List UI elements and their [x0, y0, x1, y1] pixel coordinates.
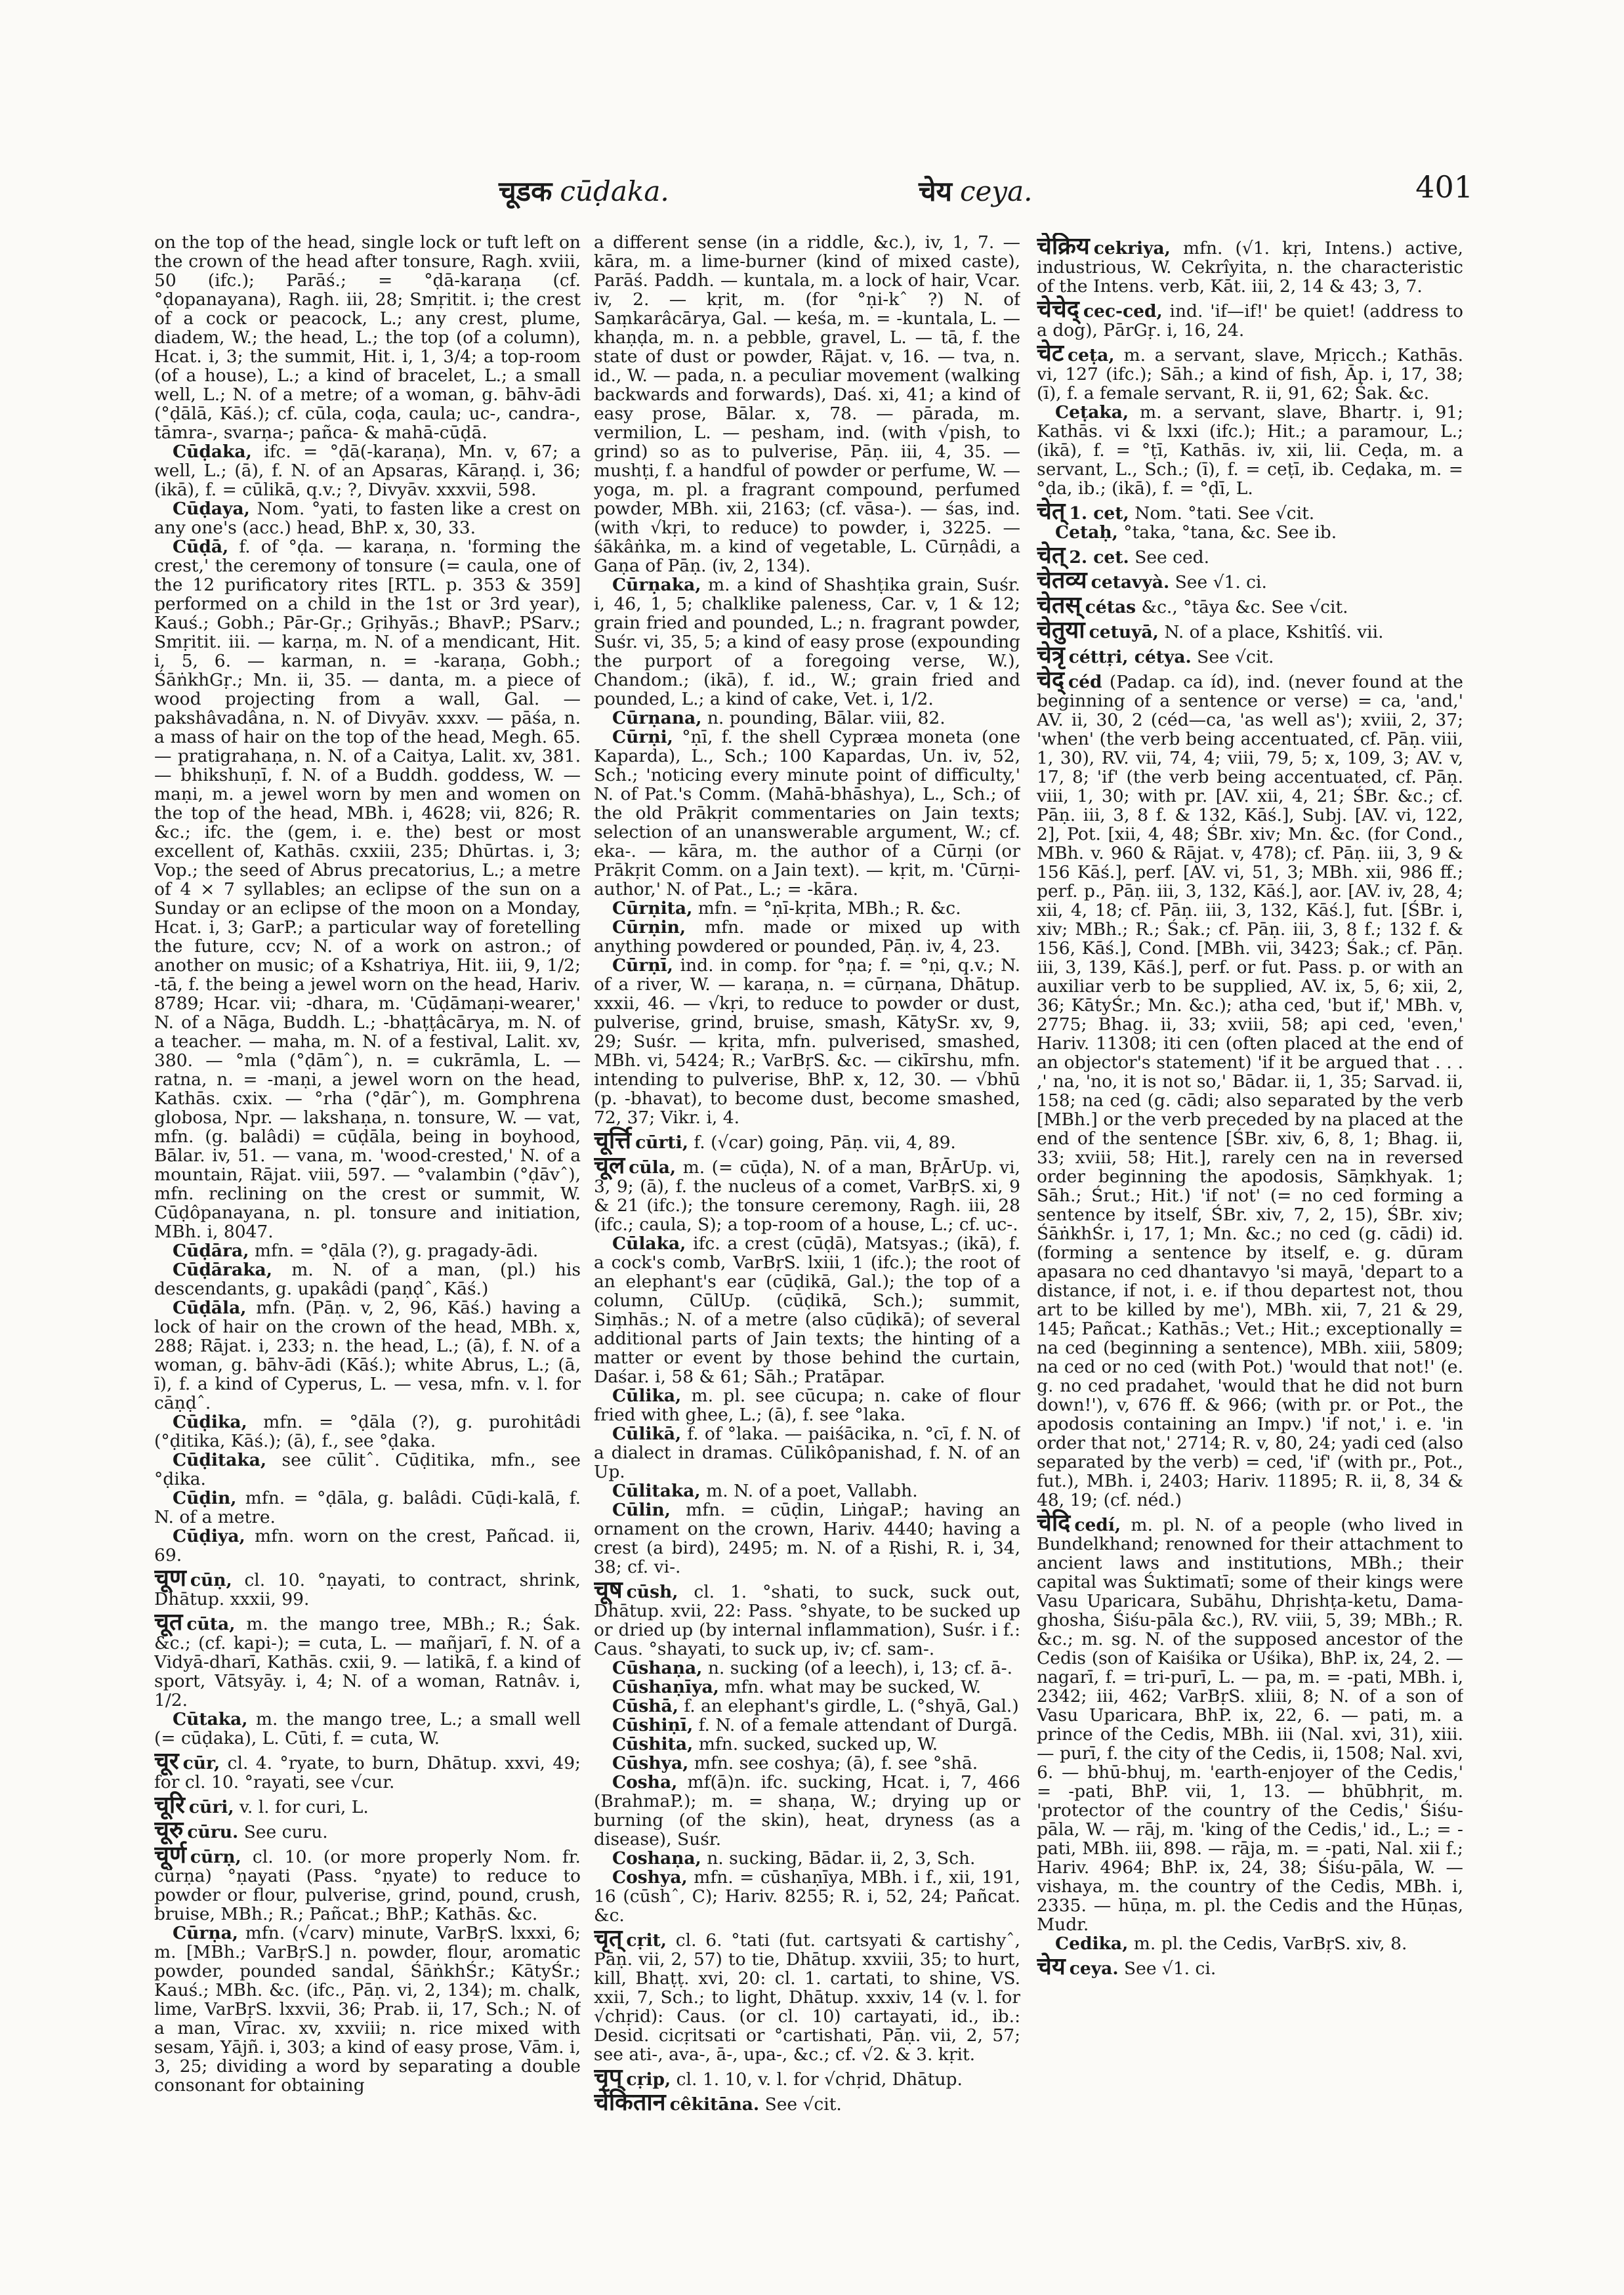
dictionary-subentry — [154, 442, 581, 499]
definition-text: m. (= cūḍa), N. of a man, BṛĀrUp. vi, 3, 9; (ā), f. the nucleus of a comet, VarBṛS. xi, 9 & 21 (ifc.); the tonsure ceremony, Ragh. iii, 28 (ifc.; caula, S); a top-room of a house, L.; cf. uc-. — [594, 1157, 1020, 1235]
dictionary-entry — [1037, 616, 1463, 644]
headword-devanagari: चूरु — [154, 1816, 184, 1844]
headword-devanagari: चेद् — [1037, 666, 1064, 693]
definition-text: f. of °ḍa. — karaṇa, n. 'forming the crest,' the ceremony of tonsure (= caula, one of the 12 purificatory rites [RTL. p. 353 & 359] performed on a child in the 1st or 3rd year), Kauś.; Gobh.; Pār-Gṛ.; Gṛihyās.; BhavP.; PSarv.; Smṛitit. iii. — karṇa, m. N. of a mendicant, Hit. i, 5, 6. — karman, n. = -karaṇa, Gobh.; ŚāṅkhGṛ.; Mn. ii, 35. — danta, m. a piece of wood projecting from a wall, Gal. — pakshâvadâna, n. N. of Divyāv. xxxv. — pāśa, n. a mass of hair on the top of the head, Megh. 65. — pratigrahaṇa, n. N. of a Caitya, Lalit. xv, 381. — bhikshuṇī, f. N. of a Buddh. goddess, W. — maṇi, m. a jewel worn by men and women on the top of the head, MBh. i, 4628; vii, 826; R. &c.; ifc. the (gem, i. e. the) best or most excellent of, Kathās. cxxiii, 235; Dhūrtas. i, 3; Vop.; the seed of Abrus precatorius, L.; a metre of 4 × 7 syllables; an eclipse of the sun on a Sunday or an eclipse of the moon on a Monday, Hcat. i, 3; GarP.; a particular way of foretelling the future, ccv; N. of a work on astron.; of another on music; of a Kshatriya, Hit. iii, 9, 1/2; -tā, f. the being a jewel worn on the head, Hariv. 8789; Hcar. vii; -dhara, m. 'Cūḍāmaṇi-wearer,' N. of a Nāga, Buddh. L.; -bhaṭṭâcārya, m. N. of a teacher. — maha, m. N. of a festival, Lalit. xv, 380. — °mla (°ḍāmˆ), n. = cukrāmla, L. — ratna, n. = -maṇi, a jewel worn on the head, Kathās. cxix. — °rha (°ḍārˆ), m. Gomphrena globosa, Npr. — lakshaṇa, n. tonsure, W. — vat, mfn. (g. balâdi) = cūḍāla, being in boyhood, Bālar. iv, 51. — vana, m. 'wood-crested,' N. of a mountain, Rājat. viii, 597. — °valambin (°ḍāvˆ), mfn. reclining on the crest or summit, W. Cūḍôpanayana, n. pl. tonsure and initiation, MBh. i, 8047. — [154, 537, 581, 1242]
dictionary-subentry — [594, 918, 1020, 956]
headword: Cūshita, — [612, 1734, 694, 1754]
dictionary-entry — [594, 1151, 1020, 1235]
definition-text: mfn. see coshya; (ā), f. see °shā. — [694, 1753, 978, 1773]
headword: cétas — [1085, 597, 1136, 617]
dictionary-entry — [154, 1816, 581, 1844]
dictionary-subentry — [154, 1489, 581, 1527]
dictionary-entry — [594, 1127, 1020, 1154]
definition-text: mf(ā)n. ifc. sucking, Hcat. i, 7, 466 (BrahmaP.); m. = shaṇa, W.; drying up or burning (of the skin), heat, dryness (as a disease), Suśr. — [594, 1772, 1020, 1850]
headword-devanagari: चेय — [1037, 1953, 1066, 1980]
headword: Cūḍika, — [173, 1412, 247, 1432]
headword: Cūrṇin, — [612, 917, 686, 938]
column-2 — [594, 233, 1020, 2254]
dictionary-entry — [1037, 295, 1463, 341]
definition-text: cl. 4. °ryate, to burn, Dhātup. xxvi, 49; for cl. 10. °rayati, see √cur. — [154, 1753, 581, 1792]
running-head-left-roman: cūḍaka. — [560, 175, 669, 207]
headword: Cūḍin, — [173, 1488, 237, 1508]
dictionary-entry — [1037, 233, 1463, 297]
definition-text: m. a servant, slave, Bhartṛ. i, 91; Kathās. vi & lxxi (ifc.); Hit.; a paramour, L.; (ikā), f. = °ṭī, Kathās. iv, xii, lii. Ceḍa, m. a servant, L., Sch.; (ī), f. = ceṭī, ib. Ceḍaka, m. = °ḍa, ib.; (ikā), f. = °ḍī, L. — [1037, 402, 1463, 499]
dictionary-subentry — [594, 956, 1020, 1127]
definition-text: ifc. a crest (cūḍā), Matsyas.; (ikā), f. a cock's comb, VarBṛS. lxiii, 1 (ifc.); the root of an elephant's ear (cūḍikā, Gal.); the top of a column, CūlUp. (cūḍikā, Sch.); summit, Siṃhās.; N. of a metre (also cūḍikā); of several additional parts of Jain texts; the hinting of a matter or event by those behind the curtain, Daśar. i, 58 & 61; Sāh.; Pratāpar. — [594, 1233, 1020, 1387]
headword: Coshaṇa, — [612, 1848, 701, 1869]
dictionary-subentry — [594, 728, 1020, 899]
dictionary-entry — [594, 2063, 1020, 2091]
definition-text: See curu. — [243, 1822, 328, 1842]
headword: Cūrṇaka, — [612, 575, 701, 595]
headword: Cosha, — [612, 1772, 678, 1792]
headword: Cūrṇita, — [612, 898, 693, 919]
headword: cūru. — [187, 1822, 239, 1842]
headword: Cūḍāla, — [173, 1298, 247, 1318]
headword-devanagari: चूर्ण — [154, 1841, 186, 1869]
headword: cedí, — [1074, 1515, 1121, 1535]
headword-devanagari: चृप् — [594, 2063, 623, 2091]
dictionary-entry — [1037, 1953, 1463, 1980]
headword: Cūrṇa, — [173, 1923, 238, 1943]
headword-devanagari: चेत् — [1037, 541, 1066, 569]
dictionary-subentry — [154, 1451, 581, 1489]
headword: Cūrṇana, — [612, 708, 702, 728]
dictionary-subentry — [594, 1849, 1020, 1868]
definition-text: n. sucking (of a leech), i, 13; cf. ā-. — [707, 1658, 1013, 1678]
dictionary-subentry — [594, 1678, 1020, 1697]
headword-devanagari: चेतुया — [1037, 616, 1085, 644]
running-head-center — [919, 172, 1033, 218]
headword-devanagari: चेतव्य — [1037, 566, 1087, 594]
definition-text: mfn. made or mixed up with anything powdered or pounded, Pāṇ. iv, 4, 23. — [594, 917, 1020, 957]
headword: Cūḍaka, — [173, 442, 252, 462]
headword: cec-ced, — [1083, 301, 1163, 321]
definition-text: mfn. = °ḍāla (?), g. pragady-ādi. — [254, 1241, 539, 1261]
headword: cetuyā, — [1089, 622, 1159, 642]
definition-text: cl. 10. (or more properly Nom. fr. cūrṇa) °ṇayati (Pass. °ṇyate) to reduce to powder or flour, pulverise, grind, pound, crush, bruise, MBh.; R.; Pañcat.; BhP.; Kathās. &c. — [154, 1847, 581, 1924]
definition-text: cl. 1. 10, v. l. for √chṛid, Dhātup. — [676, 2069, 963, 2090]
headword: cūrṇ, — [190, 1847, 241, 1867]
headword: Cedika, — [1055, 1933, 1129, 1954]
headword: Cūlaka, — [612, 1233, 686, 1254]
dictionary-subentry — [594, 1773, 1020, 1849]
definition-text: m. pl. N. of a people (who lived in Bundelkhand; renowned for their attachment to ancient laws and institutions, MBh.; their capital was Śuktimatī; some of their kings were Vasu Uparicara, Subāhu, Dhṛishṭa-ketu, Dama-ghosha, Śiśu-pāla &c.), RV. viii, 5, 39; MBh.; R. &c.; m. sg. N. of the supposed ancestor of the Cedis (son of Kaiśika or Uśika), BhP. ix, 24, 2. — nagarī, f. = tri-purī, L. — pa, m. = -pati, MBh. i, 2342; iii, 462; VarBṛS. xliii, 8; N. of a son of Vasu Uparicara, BhP. ix, 22, 6. — pati, m. a prince of the Cedis, MBh. iii (Nal. xvi, 31), xiii. — purī, f. the city of the Cedis, ii, 1508; Nal. xvi, 6. — bhū-bhuj, m. 'earth-enjoyer of the Cedis,' = -pati, BhP. vii, 1, 13. — bhūbhṛit, m. 'protector of the country of the Cedis,' Śiśu-pāla, W. — rāj, m. 'king of the Cedis,' id., L.; = -pati, MBh. iii, 898. — rāja, m. = -pati, Nal. xii f.; Hariv. 4964; BhP. ix, 24, 38; Śiśu-pāla, W. — vishaya, m. the country of the Cedis, MBh. i, 2335. — hūṇa, m. pl. the Cedis and the Hūṇas, Mudr. — [1037, 1515, 1463, 1935]
definition-text: mfn. = °ḍāla, g. balâdi. Cūḍi-kalā, f. N. of a metre. — [154, 1488, 581, 1527]
definition-text: mfn. (Pāṇ. v, 2, 96, Kāś.) having a lock of hair on the crown of the head, MBh. x, 288; Rājat. i, 233; n. the head, L.; (ā), f. N. of a woman, g. bāhv-ādi (Kāś.); white Abrus, L.; (ā, ī), f. a kind of Cyperus, L. — vesa, mfn. v. l. for cāṇḍˆ. — [154, 1298, 581, 1413]
dictionary-entry — [594, 1924, 1020, 2065]
headword: Cūlikā, — [612, 1424, 682, 1444]
headword: cetavyà. — [1091, 572, 1170, 592]
dictionary-subentry — [154, 499, 581, 537]
dictionary-entry — [154, 1564, 581, 1609]
definition-text: Nom. °yati, to fasten like a crest on any one's (acc.) head, BhP. x, 30, 33. — [154, 499, 581, 538]
headword: 2. cet. — [1069, 547, 1129, 568]
headword: cṛit, — [626, 1930, 667, 1951]
definition-text: See √cit. — [1197, 647, 1274, 667]
headword: Cūtaka, — [173, 1709, 248, 1729]
definition-text: °taka, °tana, &c. See ib. — [1123, 522, 1337, 543]
definition-text: mfn. (√carv) minute, VarBṛS. lxxxi, 6; m. [MBh.; VarBṛS.] n. powder, flour, aromatic powder, pounded sandal, ŚāṅkhŚr.; KātyŚr.; Kauś.; MBh. &c. (ifc., Pāṇ. vi, 2, 134); m. chalk, lime, VarBṛS. lxxvii, 36; Prab. ii, 17, Sch.; N. of a man, Vīrac. xv, xxviii; n. rice mixed with sesam, Yājñ. i, 303; a kind of easy prose, Vām. i, 3, 25; dividing a word by separating a double consonant for obtaining — [154, 1923, 581, 2096]
headword: ceya. — [1069, 1958, 1119, 1979]
definition-text: m. the mango tree, MBh.; R.; Śak. &c.; (cf. kapi-); = cuta, L. — mañjarī, f. N. of a Vidyā-dharī, Kathās. cxii, 9. — latikā, f. a kind of sport, Vātsyāy. i, 4; N. of a woman, Ratnâv. i, 1/2. — [154, 1614, 581, 1710]
dictionary-subentry — [594, 899, 1020, 918]
dictionary-subentry — [1037, 1934, 1463, 1953]
headword: cṛip, — [626, 2069, 671, 2090]
headword: céd — [1068, 672, 1102, 692]
headword-devanagari: चृत् — [594, 1924, 623, 1952]
headword: Cūlin, — [612, 1500, 671, 1520]
headword: Cūlika, — [612, 1386, 682, 1406]
definition-text: mfn. what may be sucked, W. — [724, 1677, 982, 1697]
headword-devanagari: चूर्त्ति — [594, 1127, 632, 1154]
dictionary-subentry — [594, 1481, 1020, 1500]
definition-text: m. N. of a poet, Vallabh. — [706, 1481, 918, 1501]
definition-text: ind. 'if—if!' be quiet! (address to a dog), PārGṛ. i, 16, 24. — [1037, 301, 1463, 341]
headword: cūri, — [188, 1797, 234, 1817]
headword: cūla, — [629, 1157, 677, 1178]
headword: cūr, — [182, 1753, 220, 1773]
headword-devanagari: चेकितान — [594, 2088, 666, 2116]
definition-text: m. N. of a man, (pl.) his descendants, g. upakâdi (paṇḍˆ, Kāś.) — [154, 1260, 581, 1299]
definition-text: (Padap. ca íd), ind. (never found at the beginning of a sentence or verse) = ca, 'and,' AV. ii, 30, 2 (céd—ca, 'as well as'); xviii, 2, 37; 'when' (the verb being accentuated, cf. Pāṇ. viii, 1, 30), RV. vii, 74, 4; viii, 79, 5; x, 109, 3; AV. v, 17, 8; 'if' (the verb being accentuated, cf. Pāṇ. viii, 1, 30; with pr. [AV. xii, 4, 21; ŚBr. &c.; cf. Pāṇ. iii, 3, 8 f. & 132, Kāś.], Subj. [AV. vi, 122, 2], Pot. [xii, 4, 48; ŚBr. xiv; Mn. &c. (for Cond., MBh. v. 960 & Rājat. v, 478); cf. Pāṇ. iii, 3, 9 & 156 Kāś.], perf. [AV. vi, 51, 3; MBh. xii, 986 ff.; perf. p., Pāṇ. iii, 3, 132, Kāś.], aor. [AV. iv, 28, 4; xii, 4, 18; cf. Pāṇ. iii, 3, 132, Kāś.], fut. [ŚBr. i, xiv; MBh.; R.; Śak.; cf. Pāṇ. iii, 3, 8 f.; 132 f. & 156, Kāś.], Cond. [MBh. vii, 3423; Śak.; cf. Pāṇ. iii, 3, 139, Kāś.], perf. or fut. Pass. p. or with an auxiliar verb to be supplied, AV. ix, 5, 6; xii, 2, 36; KātyŚr.; Mn. &c.); atha ced, 'but if,' MBh. v, 2775; Bhag. ii, 33; xviii, 58; api ced, 'even,' Hariv. 11308; iti cen (often placed at the end of an objector's statement) 'if it be argued that . . . ,' na, 'no, it is not so,' Bādar. ii, 1, 35; Sarvad. ii, 158; na ced (g. cādi; also separated by the verb [MBh.] or the verb preceded by na placed at the end of the sentence [ŚBr. xiv, 6, 8, 1; Bhag. ii, 33; xviii, 58; Hit.], rarely cen na in reversed order beginning the apodosis, Sāṃkhyak. 1; Sāh.; Śrut.; Hit.) 'if not' (= no ced forming a sentence by itself, ŚBr. xiv, 7, 2, 15), ŚBr. xiv; ŚāṅkhŚr. i, 17, 1; Mn. &c.; no ced (g. cādi) id. (forming a sentence by itself, e. g. dūram apasara no ced dhantavyo 'si mayā, 'depart to a distance, if not, i. e. if thou departest not, thou art to be killed by me'), MBh. xii, 7, 21 & 29, 145; Pañcat.; Kathās.; Vet.; Hit.; exceptionally = na ced (beginning a sentence), MBh. xiii, 5809; na ced or no ced (with Pot.) 'would that not!' (e. g. no ced pradahet, 'would that he did not burn down!'), v, 676 ff. & 966; (with pr. or Pot., the apodosis containing an Impv.) 'if not,' i. e. 'in order that not,' 2714; R. v, 80, 24; yadi ced (also separated by the verb) = ced, 'if' (with pr., Pot., fut.), MBh. i, 2403; Hariv. 11895; R. ii, 8, 34 & 48, 19; (cf. néd.) — [1037, 672, 1463, 1510]
definition-text: m. the mango tree, L.; a small well (= cūḍaka), L. Cūti, f. = cuta, W. — [154, 1709, 581, 1748]
definition-text: mfn. = cūḍin, LiṅgaP.; having an ornament on the crown, Hariv. 4440; having a crest (a bird), 2495; m. N. of a Ṛishi, R. i, 34, 38; cf. vi-. — [594, 1500, 1020, 1577]
headword-devanagari: चूण — [154, 1564, 186, 1592]
definition-text: cl. 1. °shati, to suck, suck out, Dhātup. xvii, 22: Pass. °shyate, to be sucked up or dried up (by internal inflammation), Suśr. i f.: Caus. °shayati, to suck up, iv; cf. sam-. — [594, 1582, 1020, 1659]
running-head-left-devanagari: चूडक — [499, 175, 552, 207]
definition-text: See ced. — [1135, 547, 1210, 568]
headword-devanagari: चूर — [154, 1747, 179, 1775]
dictionary-entry — [154, 1747, 581, 1792]
headword: Cūḍitaka, — [173, 1450, 267, 1470]
dictionary-subentry — [594, 1659, 1020, 1678]
headword-devanagari: चेट — [1037, 339, 1064, 367]
definition-text: °ṇī, f. the shell Cypræa moneta (one Kaparda), L., Sch.; 100 Kapardas, Un. iv, 52, Sch.; 'noticing every minute point of difficulty,' N. of Pat.'s Comm. (Mahā-bhāshya), L., Sch.; of the old Prākṛit commentaries on Jain texts; selection of an unanswerable argument, W.; cf. eka-. — kāra, m. the author of a Cūrṇi (or Prākṛit Comm. on a Jain text). — kṛit, m. 'Cūrṇi-author,' N. of Pat., L.; = -kāra. — [594, 727, 1020, 899]
headword-devanagari: चूष — [594, 1576, 623, 1603]
definition-text: m. pl. see cūcupa; n. cake of flour fried with ghee, L.; (ā), f. see °laka. — [594, 1386, 1020, 1425]
dictionary-entry — [154, 1608, 581, 1710]
definition-text: m. a kind of Shashṭika grain, Suśr. i, 46, 1, 5; chalklike paleness, Car. v, 1 & 12; grain fried and pounded, L.; n. fragrant powder, Suśr. vi, 35, 5; a kind of easy prose (expounding the purport of a foregoing verse, W.), Chandom.; (ikā), f. id., W.; grain fried and pounded, L.; a kind of cake, Vet. i, 1/2. — [594, 575, 1020, 709]
dictionary-subentry — [154, 1710, 581, 1748]
dictionary-subentry — [594, 575, 1020, 709]
definition-text: See √1. ci. — [1175, 572, 1267, 592]
headword: cūṇ, — [190, 1570, 232, 1590]
running-head-left — [499, 172, 669, 218]
headword: Coshya, — [612, 1867, 688, 1888]
definition-text: Nom. °tati. See √cit. — [1135, 503, 1315, 524]
dictionary-subentry — [1037, 403, 1463, 498]
definition-text: ifc. = °ḍā(-karaṇa), Mn. v, 67; a well, L.; (ā), f. N. of an Apsaras, Kāraṇḍ. i, 36; (ikā), f. = cūlikā, q.v.; ?, Divyāv. xxxvii, 598. — [154, 442, 581, 500]
headword-devanagari: चेतस् — [1037, 591, 1081, 619]
definition-text: a different sense (in a riddle, &c.), iv, 1, 7. — kāra, m. a lime-burner (kind of mixed caste), Parāś. Paddh. — kuntala, m. a lock of hair, Vcar. iv, 2. — kṛit, m. (for °ṇi-kˆ ?) N. of Saṃkarâcārya, Gal. — keśa, m. = -kuntala, L. — khaṇḍa, m. n. a pebble, gravel, L. — tā, f. the state of dust or powder, Rājat. v, 16. — tva, n. id., W. — pada, n. a peculiar movement (walking backwards and forwards), Daś. xi, 41; a kind of easy prose, Bālar. x, 78. — pārada, m. vermilion, L. — pesham, ind. (with √pish, to grind) so as to pulverise, Pāṇ. iii, 4, 35. — mushṭi, f. a handful of powder or perfume, W. — yoga, m. pl. a fragrant compound, perfumed powder, MBh. xii, 2163; (cf. vāsa-). — śas, ind. (with √kṛi, to reduce) to powder, i, 3225. — śākâṅka, m. a kind of vegetable, L. Cūrṇâdi, a Gaṇa of Pāṇ. (iv, 2, 134). — [594, 233, 1020, 576]
definition-text: f. an elephant's girdle, L. (°shyā, Gal.) — [684, 1696, 1019, 1716]
headword: cūrti, — [635, 1132, 688, 1153]
dictionary-entry — [1037, 591, 1463, 619]
definition-text: ind. in comp. for °ṇa; f. = °ṇi, q.v.; N. of a river, W. — karaṇa, n. = cūrṇana, Dhātup. xxxii, 46. — √kṛi, to reduce to powder or dust, pulverise, grind, bruise, smash, KātySr. xv, 9, 29; Suśr. — kṛita, mfn. pulverised, smashed, MBh. vi, 5424; R.; VarBṛS. &c. — cikīrshu, mfn. intending to pulverise, BhP. x, 12, 30. — √bhū (p. -bhavat), to become dust, become smashed, 72, 37; Vikr. i, 4. — [594, 955, 1020, 1128]
headword-devanagari: चेक्रिय — [1037, 233, 1090, 260]
dictionary-subentry — [154, 1298, 581, 1413]
dictionary-entry — [1037, 541, 1463, 569]
definition-text: see cūlitˆ. Cūḍitika, mfn., see °ḍika. — [154, 1450, 581, 1489]
definition-text: See √cit. — [764, 2094, 842, 2115]
page-number: 401 — [1415, 169, 1473, 205]
definition-text: m. a servant, slave, Mṛicch.; Kathās. vi, 127 (ifc.); Sāh.; a kind of fish, Āp. i, 17, 38; (ī), f. a female servant, R. ii, 91, 62; Śak. &c. — [1037, 345, 1463, 403]
column-1 — [154, 233, 581, 2254]
headword-devanagari: चेदि — [1037, 1509, 1071, 1537]
dictionary-subentry — [594, 709, 1020, 728]
dictionary-entry — [1037, 641, 1463, 669]
dictionary-subentry — [594, 1234, 1020, 1386]
dictionary-subentry — [594, 1386, 1020, 1424]
headword: Ceṭaka, — [1055, 402, 1129, 423]
dictionary-subentry — [594, 1424, 1020, 1481]
dictionary-entry — [594, 1576, 1020, 1659]
headword: Cetaḥ, — [1055, 522, 1118, 543]
dictionary-entry — [1037, 497, 1463, 525]
running-head-center-roman: ceya. — [960, 175, 1033, 207]
dictionary-subentry — [154, 1527, 581, 1565]
dictionary-subentry — [154, 1260, 581, 1298]
headword: Cūḍaya, — [173, 499, 250, 519]
definition-text: N. of a place, Kshitîś. vii. — [1164, 622, 1384, 642]
headword: Cūshaṇa, — [612, 1658, 703, 1678]
dictionary-subentry — [594, 1697, 1020, 1716]
headword: ceṭa, — [1068, 345, 1115, 365]
headword: Cūrṇi, — [612, 727, 673, 747]
entry-continuation — [594, 233, 1020, 575]
dictionary-subentry — [154, 1241, 581, 1260]
definition-text: n. pounding, Bālar. viii, 82. — [707, 708, 946, 728]
dictionary-subentry — [594, 1754, 1020, 1773]
dictionary-subentry — [594, 1735, 1020, 1754]
dictionary-subentry — [594, 1500, 1020, 1577]
headword: Cūḍiya, — [173, 1526, 245, 1546]
dictionary-subentry — [154, 1924, 581, 2095]
definition-text: f. N. of a female attendant of Durgā. — [698, 1715, 1018, 1735]
dictionary-subentry — [594, 1716, 1020, 1735]
definition-text: f. of °laka. — paiśācika, n. °cī, f. N. of a dialect in dramas. Cūlikôpanishad, f. N. of an Up. — [594, 1424, 1020, 1482]
headword: cūta, — [186, 1614, 236, 1634]
definition-text: f. (√car) going, Pāṇ. vii, 4, 89. — [694, 1132, 956, 1153]
dictionary-subentry — [154, 1413, 581, 1451]
headword-devanagari: चेत्रृ — [1037, 641, 1065, 669]
headword: Cūḍāraka, — [173, 1260, 272, 1280]
headword: Cūḍā, — [173, 537, 229, 557]
definition-text: on the top of the head, single lock or tuft left on the crown of the head after tonsure, Ragh. xviii, 50 (ifc.); Parāś.; = °ḍā-karaṇa (cf. °ḍopanayana), Ragh. iii, 28; Smṛitit. i; the crest of a cock or peacock, L.; any crest, plume, diadem, W.; the head, L.; the top (of a column), Hcat. i, 3; the summit, Hit. i, 1, 3/4; a top-room (of a house), L.; a kind of bracelet, L.; a small well, L.; N. of a metre; of a woman, g. bāhv-ādi (°ḍālā, Kāś.); cf. cūla, coḍa, caula; uc-, candra-, tāmra-, svarṇa-; pañca- & mahā-cūḍā. — [154, 233, 581, 443]
definition-text: See √1. ci. — [1123, 1958, 1217, 1979]
definition-text: mfn. = °ṇī-kṛita, MBh.; R. &c. — [697, 898, 961, 919]
headword-devanagari: चेचेद् — [1037, 295, 1079, 323]
headword: Cūrṇī, — [612, 955, 673, 976]
headword: Cūshaṇīya, — [612, 1677, 719, 1697]
dictionary-entry — [1037, 666, 1463, 1510]
headword: Cūshā, — [612, 1696, 678, 1716]
definition-text: m. pl. the Cedis, VarBṛS. xiv, 8. — [1133, 1933, 1407, 1954]
definition-text: mfn. (√1. kṛi, Intens.) active, industrious, W. Cekrîyita, n. the characteristic of the Intens. verb, Kāt. iii, 2, 14 & 43; 3, 7. — [1037, 238, 1463, 297]
headword: Cūshya, — [612, 1753, 689, 1773]
headword: cêkitāna. — [669, 2094, 760, 2115]
headword-devanagari: चूरि — [154, 1791, 185, 1819]
dictionary-entry — [1037, 339, 1463, 403]
definition-text: mfn. worn on the crest, Pañcad. ii, 69. — [154, 1526, 581, 1565]
dictionary-entry — [594, 2088, 1020, 2116]
headword: Cūḍāra, — [173, 1241, 249, 1261]
headword: cekriya, — [1093, 238, 1171, 258]
headword-devanagari: चेत् — [1037, 497, 1066, 525]
column-3 — [1037, 233, 1463, 2254]
dictionary-subentry — [1037, 523, 1463, 542]
definition-text: cl. 10. °ṇayati, to contract, shrink, Dhātup. xxxii, 99. — [154, 1570, 581, 1609]
definition-text: &c., °tāya &c. See √cit. — [1141, 597, 1348, 617]
definition-text: n. sucking, Bādar. ii, 2, 3, Sch. — [707, 1848, 976, 1869]
headword-devanagari: चूल — [594, 1151, 625, 1179]
headword-devanagari: चूत — [154, 1608, 183, 1636]
headword: cūsh, — [626, 1582, 678, 1602]
dictionary-entry — [154, 1841, 581, 1924]
headword: Cūlitaka, — [612, 1481, 701, 1501]
definition-text: cl. 6. °tati (fut. cartsyati & cartishyˆ, Pāṇ. vii, 2, 57) to tie, Dhātup. xxviii, 35; to hurt, kill, Bhaṭṭ. xvi, 20: cl. 1. cartati, to shine, VS. xxii, 7, Sch.; to light, Dhātup. xxxiv, 14 (v. l. for √chṛid): Caus. (or cl. 10) cartayati, id., ib.: Desid. cicṛitsati or °cartishati, Pāṇ. vii, 2, 57; see ati-, ava-, ā-, upa-, &c.; cf. √2. & 3. kṛit. — [594, 1930, 1020, 2065]
headword: 1. cet, — [1069, 503, 1129, 524]
headword: Cūshiṇī, — [612, 1715, 694, 1735]
definition-text: mfn. sucked, sucked up, W. — [698, 1734, 938, 1754]
headword: céttṛi, cétya. — [1068, 647, 1192, 667]
definition-text: mfn. = °ḍāla (?), g. purohitâdi (°ḍitika, Kāś.); (ā), f., see °ḍaka. — [154, 1412, 581, 1451]
dictionary-subentry — [594, 1868, 1020, 1925]
definition-text: v. l. for curi, L. — [239, 1797, 369, 1817]
running-head-center-devanagari: चेय — [919, 175, 953, 207]
entry-continuation — [154, 233, 581, 442]
dictionary-entry — [1037, 566, 1463, 594]
dictionary-entry — [154, 1791, 581, 1819]
dictionary-subentry — [154, 537, 581, 1241]
definition-text: mfn. = cūshaṇīya, MBh. i f., xii, 191, 16 (cūshˆ, C); Hariv. 8255; R. i, 52, 24; Pañcat. &c. — [594, 1867, 1020, 1926]
dictionary-entry — [1037, 1509, 1463, 1935]
